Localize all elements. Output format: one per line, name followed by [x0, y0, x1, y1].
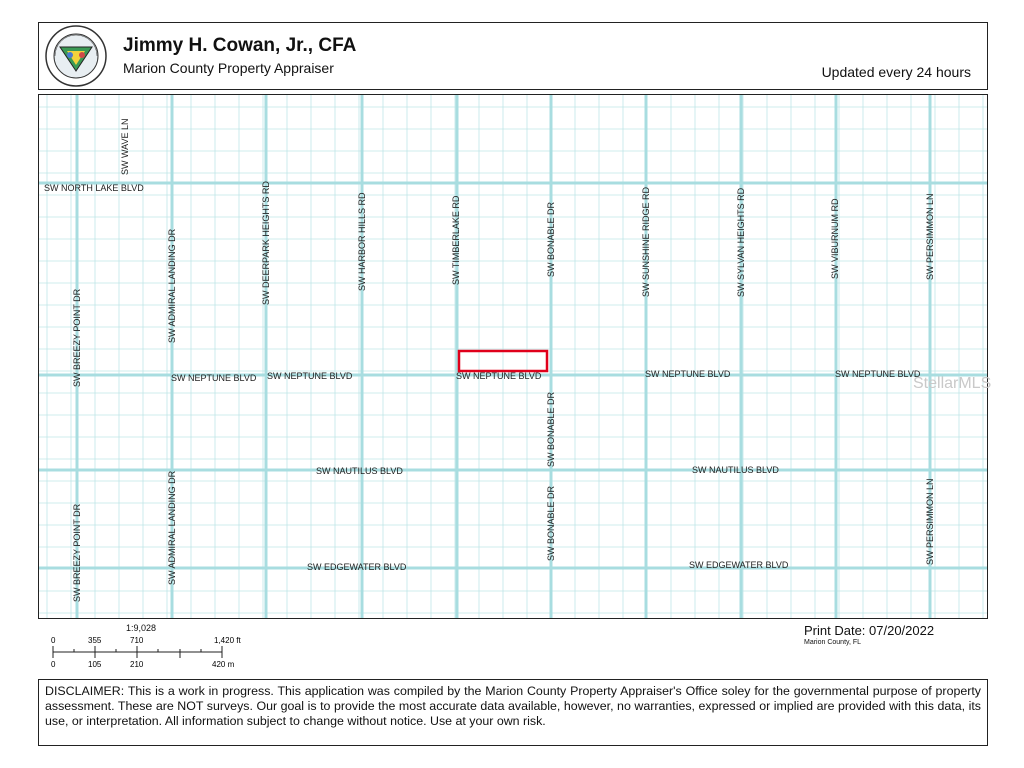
scale-ft-3: 1,420 ft [214, 636, 241, 645]
street-label: SW SYLVAN HEIGHTS RD [736, 187, 746, 297]
scale-bar [40, 622, 270, 670]
scale-ft-2: 710 [130, 636, 144, 645]
street-label: SW ADMIRAL LANDING DR [167, 228, 177, 343]
street-label: SW PERSIMMON LN [925, 193, 935, 280]
parcel-map[interactable] [38, 94, 988, 619]
scale-ratio: 1:9,028 [126, 623, 157, 633]
scale-m-1: 105 [88, 660, 102, 669]
street-label: SW BREEZY POINT DR [72, 503, 82, 602]
street-label: SW EDGEWATER BLVD [689, 560, 789, 570]
street-label: SW BREEZY POINT DR [72, 288, 82, 387]
header [38, 22, 988, 90]
office-name: Marion County Property Appraiser [123, 60, 334, 76]
street-label: SW NEPTUNE BLVD [835, 369, 921, 379]
appraiser-name: Jimmy H. Cowan, Jr., CFA [123, 35, 357, 56]
street-label: SW BONABLE DR [546, 485, 556, 561]
street-label: SW ADMIRAL LANDING DR [167, 470, 177, 585]
print-date: Print Date: 07/20/2022 [804, 623, 935, 638]
scale-m-3: 420 m [212, 660, 235, 669]
street-label: SW BONABLE DR [546, 201, 556, 277]
street-label: SW HARBOR HILLS RD [357, 192, 367, 291]
watermark: StellarMLS [913, 375, 992, 392]
street-label: SW NORTH LAKE BLVD [44, 183, 144, 193]
street-label: SW PERSIMMON LN [925, 478, 935, 565]
street-label: SW TIMBERLAKE RD [451, 195, 461, 285]
scale-ft-1: 355 [88, 636, 102, 645]
street-label: SW NEPTUNE BLVD [456, 371, 542, 381]
road-lines [39, 95, 988, 619]
street-label: SW NAUTILUS BLVD [316, 466, 403, 476]
scale-ft-0: 0 [51, 636, 56, 645]
street-label: SW DEERPARK HEIGHTS RD [261, 181, 271, 305]
street-label: SW NEPTUNE BLVD [267, 371, 353, 381]
appraiser-seal-icon [45, 25, 107, 87]
street-label: SW NEPTUNE BLVD [171, 373, 257, 383]
disclaimer: DISCLAIMER: This is a work in progress. This application was compiled by the Marion County Property Appraiser's Office soley for the governmental purpose of property assessment. These are NOT surveys. Our goal is to provide the most accurate data available, however, no warranties, expressed or implied are provided with this data, its use, or interpretation. All information subject to change without notice. Use at your own risk. [38, 679, 988, 746]
map-canvas[interactable] [39, 95, 988, 619]
update-note: Updated every 24 hours [821, 64, 971, 80]
street-label: SW WAVE LN [120, 118, 130, 175]
scale-ruler [40, 622, 270, 670]
street-label: SW BONABLE DR [546, 391, 556, 467]
street-label: SW VIBURNUM RD [830, 198, 840, 279]
street-label: SW SUNSHINE RIDGE RD [641, 186, 651, 297]
street-label: SW NAUTILUS BLVD [692, 465, 779, 475]
lot-lines [39, 95, 988, 619]
print-place: Marion County, FL [804, 639, 862, 646]
street-label: SW EDGEWATER BLVD [307, 562, 407, 572]
street-label: SW NEPTUNE BLVD [645, 369, 731, 379]
scale-m-0: 0 [51, 660, 56, 669]
scale-m-2: 210 [130, 660, 144, 669]
